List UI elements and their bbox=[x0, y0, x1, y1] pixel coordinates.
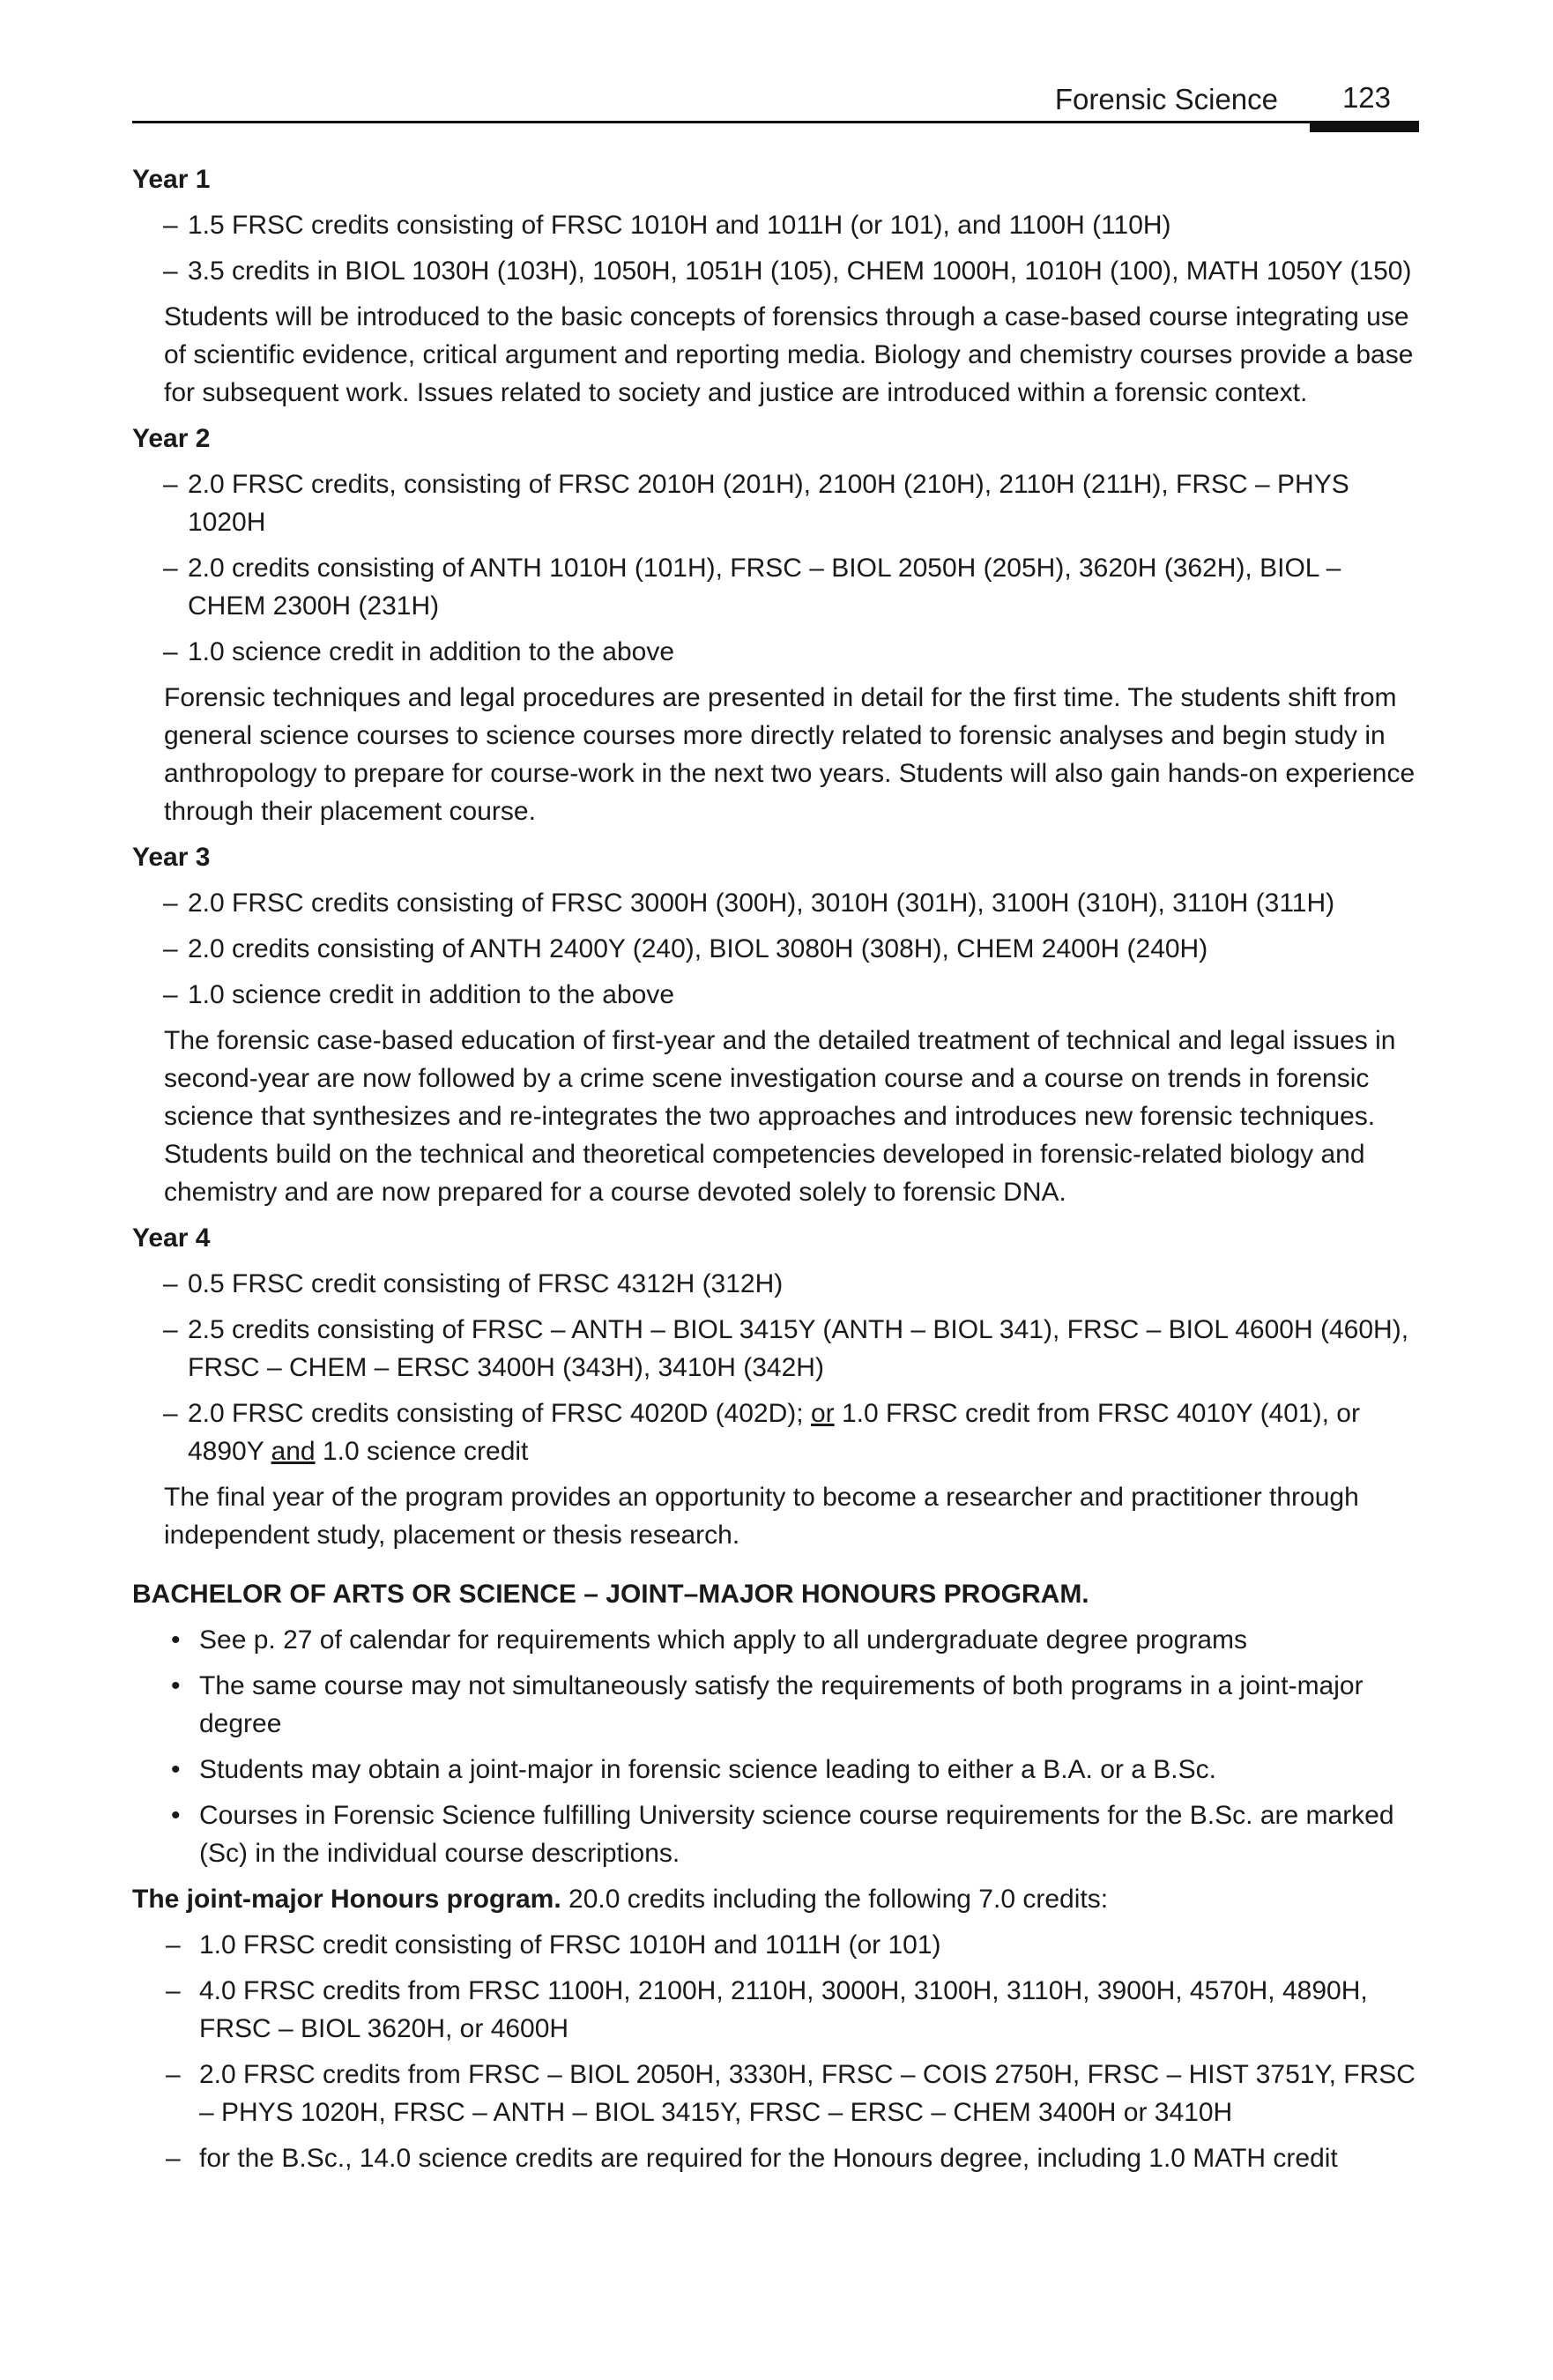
list-item: – 2.0 FRSC credits consisting of FRSC 3000H (300H), 3010H (301H), 3100H (310H), 3110H (311H) bbox=[132, 884, 1423, 922]
dash-marker: – bbox=[163, 257, 178, 286]
dash-marker: – bbox=[163, 934, 178, 963]
dash-marker: – bbox=[163, 1315, 178, 1344]
bullet-marker: • bbox=[171, 1671, 181, 1700]
page-number: 123 bbox=[1341, 81, 1391, 114]
list-item: – 1.0 science credit in addition to the above bbox=[132, 633, 1423, 671]
joint-major-heading: BACHELOR OF ARTS OR SCIENCE – JOINT–MAJOR HONOURS PROGRAM. bbox=[132, 1580, 1089, 1609]
year-1-heading: Year 1 bbox=[132, 165, 211, 194]
bullet-item: • See p. 27 of calendar for requirements which apply to all undergraduate degree programs bbox=[132, 1621, 1423, 1659]
list-item: – 1.5 FRSC credits consisting of FRSC 1010H and 1011H (or 101), and 1100H (110H) bbox=[132, 206, 1423, 244]
list-item: – 2.5 credits consisting of FRSC – ANTH – BIOL 3415Y (ANTH – BIOL 341), FRSC – BIOL 4600H (460H), FRSC – CHEM – ERSC 3400H (343H), 3410H (342H) bbox=[132, 1311, 1423, 1387]
year-4-description: The final year of the program provides an opportunity to become a researcher and practitioner through independent study, placement or thesis research. bbox=[164, 1483, 1359, 1550]
list-item: – 2.0 FRSC credits from FRSC – BIOL 2050H, 3330H, FRSC – COIS 2750H, FRSC – HIST 3751Y, FRSC – PHYS 1020H, FRSC – ANTH – BIOL 3415Y, FRSC – ERSC – CHEM 3400H or 3410H bbox=[132, 2056, 1423, 2131]
dash-marker: – bbox=[166, 1976, 181, 2005]
year-2-description: Forensic techniques and legal procedures are presented in detail for the first time. The students shift from general science courses to science courses more directly related to forensic analyses and begin study in anthropology to prepare for course-work in the next two years. Students will also gain hands-on experience through their placement course. bbox=[164, 683, 1416, 826]
dash-marker: – bbox=[166, 2144, 181, 2173]
year-1-description: Students will be introduced to the basic concepts of forensics through a case-based course integrating use of scientific evidence, critical argument and reporting media. Biology and chemistry courses provide a base for subsequent work. Issues related to society and justice are introduced within a forensic context. bbox=[164, 302, 1414, 407]
bullet-marker: • bbox=[171, 1755, 181, 1784]
list-item: – 0.5 FRSC credit consisting of FRSC 4312H (312H) bbox=[132, 1265, 1423, 1303]
list-item: – 2.0 credits consisting of ANTH 2400Y (240), BIOL 3080H (308H), CHEM 2400H (240H) bbox=[132, 930, 1423, 968]
list-item: – 3.5 credits in BIOL 1030H (103H), 1050H, 1051H (105), CHEM 1000H, 1010H (100), MATH 1050Y (150) bbox=[132, 252, 1423, 290]
dash-marker: – bbox=[163, 1269, 178, 1298]
list-item: – 1.0 FRSC credit consisting of FRSC 1010H and 1011H (or 101) bbox=[132, 1926, 1423, 1964]
bullet-marker: • bbox=[171, 1625, 181, 1655]
underlined-and: and bbox=[271, 1437, 316, 1466]
dash-marker: – bbox=[163, 980, 178, 1009]
underlined-or: or bbox=[810, 1399, 835, 1428]
bullet-item: • Courses in Forensic Science fulfilling University science course requirements for the B.Sc. are marked (Sc) in the individual course descriptions. bbox=[132, 1796, 1423, 1872]
list-item: – for the B.Sc., 14.0 science credits are required for the Honours degree, including 1.0 MATH credit bbox=[132, 2139, 1423, 2177]
header-title: Forensic Science bbox=[1054, 83, 1278, 115]
year-3-description: The forensic case-based education of first-year and the detailed treatment of technical and legal issues in second-year are now followed by a crime scene investigation course and a course on trends in forensic science that synthesizes and re-integrates the two approaches and introduces new forensic techniques. Students build on the technical and theoretical competencies developed in forensic-related biology and chemistry and are now prepared for a course devoted solely to forensic DNA. bbox=[164, 1026, 1396, 1207]
program-label: The joint-major Honours program. bbox=[132, 1885, 561, 1914]
list-item: – 2.0 FRSC credits consisting of FRSC 4020D (402D); or 1.0 FRSC credit from FRSC 4010Y (401), or 4890Y and 1.0 science credit bbox=[132, 1395, 1423, 1470]
page-content bbox=[132, 159, 1423, 2185]
dash-marker: – bbox=[163, 470, 178, 499]
list-item: – 2.0 credits consisting of ANTH 1010H (101H), FRSC – BIOL 2050H (205H), 3620H (362H), BIOL – CHEM 2300H (231H) bbox=[132, 549, 1423, 625]
running-header bbox=[132, 71, 1419, 123]
list-item: – 2.0 FRSC credits, consisting of FRSC 2010H (201H), 2100H (210H), 2110H (211H), FRSC – PHYS 1020H bbox=[132, 465, 1423, 541]
dash-marker: – bbox=[163, 637, 178, 666]
year-4-heading: Year 4 bbox=[132, 1223, 211, 1253]
program-intro: The joint-major Honours program. 20.0 credits including the following 7.0 credits: bbox=[132, 1885, 1109, 1914]
dash-marker: – bbox=[166, 2060, 181, 2089]
bullet-marker: • bbox=[171, 1801, 181, 1830]
dash-marker: – bbox=[163, 889, 178, 918]
header-tab-bar bbox=[1310, 121, 1419, 132]
bullet-item: • Students may obtain a joint-major in forensic science leading to either a B.A. or a B.Sc. bbox=[132, 1751, 1423, 1789]
year-3-heading: Year 3 bbox=[132, 843, 211, 872]
header-rule bbox=[132, 121, 1419, 123]
dash-marker: – bbox=[163, 554, 178, 583]
dash-marker: – bbox=[163, 1399, 178, 1428]
list-item: – 1.0 science credit in addition to the above bbox=[132, 976, 1423, 1014]
dash-marker: – bbox=[163, 211, 178, 240]
bullet-item: • The same course may not simultaneously satisfy the requirements of both programs in a joint-major degree bbox=[132, 1667, 1423, 1743]
dash-marker: – bbox=[166, 1930, 181, 1960]
list-item: – 4.0 FRSC credits from FRSC 1100H, 2100H, 2110H, 3000H, 3100H, 3110H, 3900H, 4570H, 4890H, FRSC – BIOL 3620H, or 4600H bbox=[132, 1972, 1423, 2048]
year-2-heading: Year 2 bbox=[132, 424, 211, 453]
